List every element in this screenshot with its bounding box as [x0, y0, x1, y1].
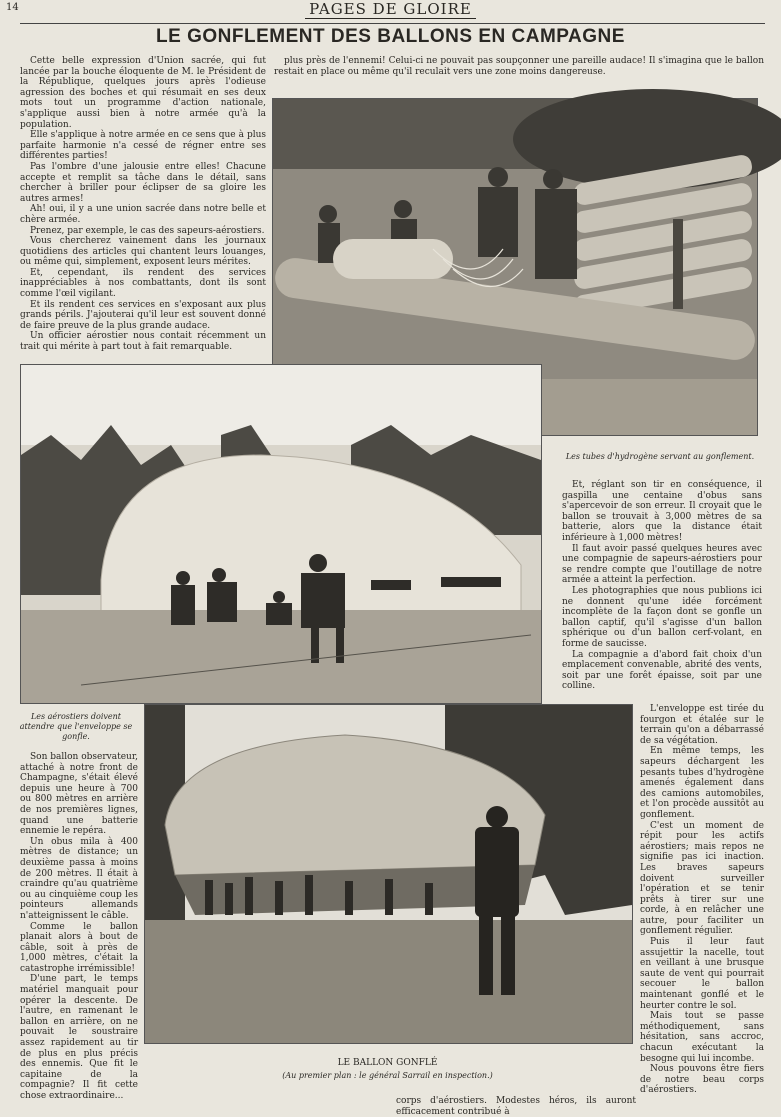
- right-column-continued: [640, 704, 764, 1104]
- paragraph: Les photographies que nous publions ici ne donnent qu'une idée forcément incomplète de la façon dont se gonfle un ballon captif, qu'il s'agisse d'un ballon sphérique ou d'un ballon cerf-volant, en forme de saucisse.: [562, 585, 762, 649]
- paragraph: C'est un moment de répit pour les actifs aérostiers; mais repos ne signifie pas ici inaction. Les braves sapeurs doivent surveiller l'opération et se tenir prêts à tirer sur une corde, à en relâcher une autre, pour faciliter un gonflement régulier.: [640, 820, 764, 937]
- paragraph: Un obus mila à 400 mètres de distance; un deuxième passa à moins de 200 mètres. Il était à craindre qu'au quatrième ou au cinquième coup les pointeurs allemands n'atteignissent le câble.: [20, 836, 138, 921]
- paragraph: Cette belle expression d'Union sacrée, qui fut lancée par la bouche éloquente de M. le Président de la République, quelques jours après l'odieuse agression des boches et qui résumait en ses deux mots tout un programme d'action nationale, s'applique aussi bien à notre armée qu'à la population.: [20, 56, 266, 130]
- article-title: LE GONFLEMENT DES BALLONS EN CAMPAGNE: [156, 26, 625, 47]
- intro-left-column: [20, 56, 266, 353]
- paragraph: Vous chercherez vainement dans les journaux quotidiens des articles qui chantent leurs louanges, ou même qui, simplement, exposent leurs mérites.: [20, 236, 266, 268]
- right-column: [562, 480, 762, 700]
- paragraph: Puis il leur faut assujettir la nacelle, tout en veillant à une brusque saute de vent qui pourrait secouer le ballon maintenant gonflé et le heurter contre le sol.: [640, 937, 764, 1011]
- paragraph: Son ballon observateur, attaché à notre front de Champagne, s'était élevé depuis une heure à 700 ou 800 mètres en arrière de nos premières lignes, quand une batterie ennemie le repéra.: [20, 752, 138, 837]
- intro-right-column: [274, 56, 764, 92]
- paragraph: Ah! oui, il y a une union sacrée dans notre belle et chère armée.: [20, 204, 266, 225]
- paragraph: Nous pouvons être fiers de notre beau corps d'aérostiers.: [640, 1064, 764, 1096]
- header-rule: [20, 23, 765, 24]
- paragraph: Il faut avoir passé quelques heures avec une compagnie de sapeurs-aérostiers pour se rendre compte que l'outillage de notre armée a atteint la perfection.: [562, 543, 762, 586]
- caption-hydrogen-tubes: Les tubes d'hydrogène servant au gonflement.: [565, 452, 755, 461]
- paragraph: Prenez, par exemple, le cas des sapeurs-aérostiers.: [30, 225, 265, 236]
- paragraph: Et, cependant, ils rendent des services inappréciables à nos combattants, dont ils sont comme l'œil vigilant.: [20, 267, 266, 300]
- bottom-middle-text: corps d'aérostiers. Modestes héros, ils auront efficacement contribué à: [396, 1096, 636, 1117]
- paragraph: D'une part, le temps matériel manquait pour opérer la descente. De l'autre, en ramenant le ballon en arrière, on ne pouvait le soustraire assez rapidement au tir de plus en plus précis des ennemis. Que fit le capitaine de la compagnie? Il fit cette chose extraordinaire...: [20, 974, 138, 1101]
- caption-aerostiers-waiting: Les aérostiers doivent attendre que l'enveloppe se gonfle.: [19, 712, 133, 741]
- photo-aerostiers-waiting: [20, 364, 542, 704]
- paragraph: L'enveloppe est tirée du fourgon et étalée sur le terrain qu'on a débarrassé de sa végétation.: [640, 704, 764, 746]
- paragraph: Pas l'ombre d'une jalousie entre elles! Chacune accepte et remplit sa tâche dans le détail, sans chercher à briller pour éclipser de sa gloire les autres armes!: [20, 161, 266, 204]
- paragraph: Un officier aérostier nous contait récemment un trait qui mérite à part tout à fait remarquable.: [20, 331, 266, 353]
- left-narrow-column: [20, 752, 138, 1106]
- paragraph: plus près de l'ennemi! Celui-ci ne pouvait pas soupçonner une pareille audace! Il s'imagina que le ballon restait en place ou même qu'il reculait vers une zone moins dangereuse.: [274, 56, 764, 77]
- running-title: PAGES DE GLOIRE: [0, 0, 781, 18]
- paragraph: Et, réglant son tir en conséquence, il gaspilla une centaine d'obus sans s'apercevoir de son erreur. Il croyait que le ballon se trouvait à 3,000 mètres de sa batterie, alors que la distance était inférieure à 1,000 mètres!: [562, 480, 762, 543]
- caption-balloon-title: LE BALLON GONFLÉ: [337, 1058, 438, 1068]
- paragraph: Comme le ballon planait alors à bout de câble, soit à près de 1,000 mètres, c'était la catastrophe irrémissible!: [20, 921, 138, 974]
- paragraph: Et ils rendent ces services en s'exposant aux plus grands périls. J'ajouterai qu'il leur est souvent donné de faire preuve de la plus grande audace.: [20, 299, 266, 331]
- paragraph: En même temps, les sapeurs déchargent les pesants tubes d'hydrogène amenés également dans des camions automobiles, et l'on procède aussitôt au gonflement.: [640, 746, 764, 820]
- photo-balloon-inflated: [144, 704, 633, 1044]
- paragraph: Elle s'applique à notre armée en ce sens que à plus parfaite harmonie n'a cessé de régner entre ses différentes parties!: [20, 130, 266, 162]
- page-number: 14: [6, 2, 19, 13]
- paragraph: La compagnie a d'abord fait choix d'un emplacement convenable, abrité des vents, soit par une forêt épaisse, soit par une colline.: [562, 649, 762, 692]
- caption-balloon-subtitle: (Au premier plan : le général Sarrail en inspection.): [282, 1071, 493, 1080]
- page-header: [0, 0, 781, 22]
- paragraph: Mais tout se passe méthodiquement, sans hésitation, sans accroc, chacun exécutant la besogne qui lui incombe.: [640, 1011, 764, 1064]
